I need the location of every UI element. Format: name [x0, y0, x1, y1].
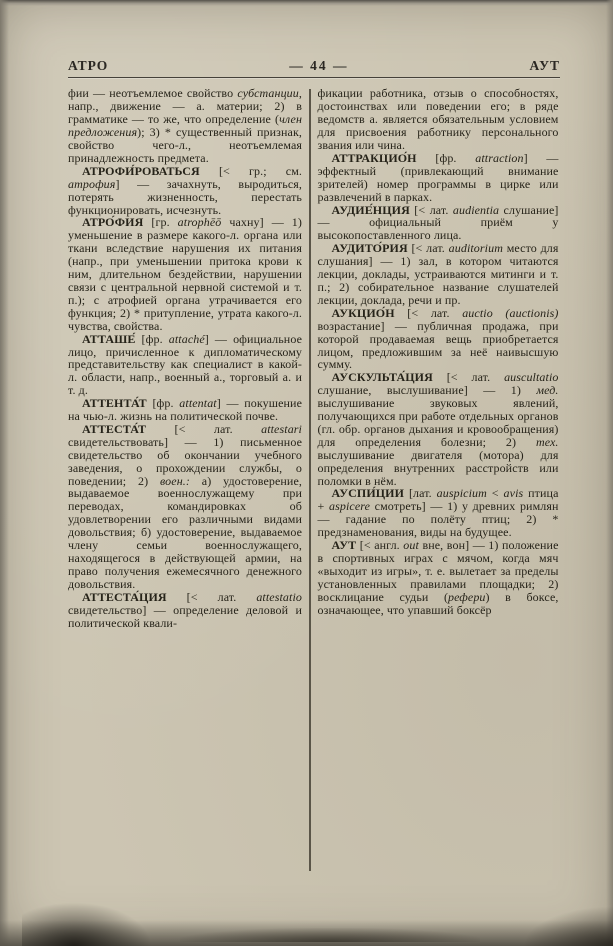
- headword: АУСКУЛЬТА́ЦИЯ: [331, 370, 433, 385]
- etymology-italic: audientia: [452, 202, 500, 217]
- definition-text: фии — неотъемлемое свойство: [68, 86, 238, 101]
- scan-blotch-bottom-center: [180, 928, 480, 942]
- dictionary-entry: [318, 152, 559, 204]
- definition-text: ) в боксе, означающее, что упавший боксёр: [317, 589, 559, 617]
- dictionary-entry: [68, 423, 302, 591]
- definition-text: ] — покушение на чью-л. жизнь на политической почве.: [68, 396, 302, 424]
- etymology-italic: воен.:: [160, 473, 190, 488]
- etymology-italic: тех.: [535, 434, 559, 449]
- etymology-italic: субстанции: [237, 86, 299, 101]
- dictionary-entry: [68, 165, 302, 217]
- dictionary-entry: [318, 539, 559, 616]
- scan-edge-top: [0, 0, 613, 6]
- dictionary-entry: [318, 487, 559, 539]
- definition-text: [< гр.; см.: [199, 163, 302, 178]
- etymology-italic: auspicium: [436, 486, 487, 501]
- scan-blotch-bottom-left: [22, 902, 152, 946]
- definition-text: ); 3) * существенный признак, свойство чего-л., неотъемлемая принадлежность предмета.: [68, 125, 302, 165]
- etymology-italic: auscultatio: [504, 370, 559, 385]
- continuation-paragraph: [318, 87, 559, 152]
- etymology-italic: attraction: [475, 150, 524, 165]
- headword: АУТ: [331, 538, 357, 553]
- definition-text: <: [486, 486, 504, 501]
- definition-text: [< лат.: [432, 370, 505, 385]
- header-word-left: АТРО: [68, 58, 109, 73]
- page-content: [68, 58, 560, 871]
- etymology-italic: рефери: [448, 589, 486, 604]
- dictionary-entry: [318, 204, 559, 243]
- headword: АТТЕНТА́Т: [82, 396, 147, 411]
- definition-text: ] — зачахнуть, выродиться, потерять жизненность, перестать функционировать, исчезнуть.: [68, 176, 302, 217]
- etymology-italic: atrophēō: [177, 215, 222, 230]
- running-head: [68, 58, 560, 74]
- definition-text: [< англ.: [356, 538, 404, 553]
- definition-text: фикации работника, отзыв о способностях, достоинствах или поведении его; в ряде ведомств а. является обязательным условием для присвоения работнику персонального звания или чина.: [317, 86, 559, 153]
- definition-text: [< лат.: [166, 589, 257, 604]
- scan-blotch-bottom-right: [523, 906, 613, 946]
- page-number: — 44 —: [289, 58, 349, 73]
- scan-edge-right: [606, 0, 613, 946]
- definition-text: [фр.: [135, 331, 169, 346]
- etymology-italic: мед.: [536, 383, 559, 398]
- etymology-italic: avis: [503, 486, 524, 501]
- header-word-right: АУТ: [529, 58, 560, 73]
- headword: АТРО́ФИЯ: [82, 215, 144, 230]
- etymology-italic: attestari: [261, 421, 302, 436]
- dictionary-entry: [68, 591, 302, 630]
- etymology-italic: атрофия: [68, 176, 116, 191]
- definition-text: свидетельствовать] — 1) письменное свидетельство об окончании учебного заведения, о прохождении службы, о поведении; 2): [68, 434, 302, 488]
- column-left: [68, 87, 302, 871]
- etymology-italic: attentat: [179, 396, 217, 411]
- etymology-italic: attaché: [168, 331, 205, 346]
- definition-text: чахну] — 1) уменьшение в размере какого-л. органа или ткани вследствие нарушения их питания (напр., при уменьшении притока крови к ним, длительном бездействии, нарушении связи с центральной нервной системой и т. п.); с атрофией органа утрачивается его функция; 2) * притупление, утрата какого-л. чувства, свойства.: [68, 215, 302, 333]
- definition-text: [гр.: [143, 215, 178, 230]
- definition-text: [< лат.: [409, 202, 453, 217]
- definition-text: [лат.: [404, 486, 437, 501]
- definition-text: выслушивание звуковых явлений, получающихся при работе отдельных органов (гл. обр. органов дыхания и кровообращения) для определения болезни; 2): [317, 396, 559, 449]
- etymology-italic: член предложения: [68, 112, 302, 140]
- column-divider: [309, 89, 311, 871]
- headword: АТТАШЕ́: [82, 331, 136, 346]
- headword: АТТЕСТА́ЦИЯ: [82, 589, 167, 604]
- definition-text: свидетельство] — определение деловой и политической квали-: [68, 602, 302, 630]
- text-columns: [68, 87, 560, 871]
- headword: АУСПИ́ЦИИ: [331, 486, 405, 501]
- headword: АТТРАКЦИО́Н: [331, 150, 417, 165]
- column-right: [318, 87, 559, 871]
- definition-text: [< лат.: [146, 421, 262, 436]
- etymology-italic: aspicere: [329, 499, 371, 514]
- headword: АУДИЕ́НЦИЯ: [331, 202, 410, 217]
- dictionary-entry: [68, 216, 302, 332]
- definition-text: [фр.: [416, 150, 476, 165]
- headword: АУДИТО́РИЯ: [331, 241, 408, 256]
- dictionary-entry: [68, 333, 302, 398]
- dictionary-entry: [318, 371, 559, 487]
- definition-text: ] — эффектный (привлекающий внимание зрителей) номер программы в цирке или развлечений в парках.: [317, 150, 559, 204]
- headword: АУКЦИО́Н: [331, 305, 395, 320]
- definition-text: выслушивание двигателя (мотора) для определения внутренних расстройств или поломки в нём.: [317, 447, 559, 488]
- definition-text: [< лат.: [407, 241, 449, 256]
- headword: АТТЕСТА́Т: [82, 421, 147, 436]
- dictionary-entry: [318, 242, 559, 307]
- etymology-italic: attestatio: [256, 589, 302, 604]
- header-rule: [68, 77, 560, 78]
- definition-text: [фр.: [146, 396, 180, 411]
- definition-text: смотреть] — 1) у древних римлян — гадание по полёту птиц; 2) * предзнаменования, виды на будущее.: [317, 499, 559, 540]
- definition-text: а) удостоверение, выдаваемое военнослужащему при переводах, командировках об удовлетворении его различными видами довольствия; б) удостоверение, выдаваемое члену семьи военнослужащего, находящегося в действующей армии, на право получения ежемесячного денежного довольствия.: [68, 473, 302, 591]
- continuation-paragraph: [68, 87, 302, 164]
- definition-text: ] — официальное лицо, причисленное к дипломатическому представительству как специалист в какой-л. области, напр., военный а., торговый а. и т. д.: [68, 331, 302, 398]
- definition-text: слушание, выслушивание] — 1): [317, 383, 537, 398]
- definition-text: место для слушания] — 1) зал, в котором читаются лекции, доклады, устраиваются митинги и т. п.; 2) собирательное название слушателей лекции, доклада, речи и пр.: [317, 241, 559, 307]
- etymology-italic: auditorium: [448, 241, 503, 256]
- definition-text: слушание] — официальный приём у высокопоставленного лица.: [317, 202, 559, 243]
- dictionary-entry: [318, 307, 559, 372]
- headword: АТРОФИ́РОВАТЬСЯ: [82, 163, 200, 178]
- definition-text: , напр., движение — а. материи; 2) в грамматике — то же, что определение (: [68, 86, 302, 127]
- dictionary-entry: [68, 397, 302, 423]
- etymology-italic: out: [403, 538, 419, 553]
- scan-edge-left: [0, 0, 9, 946]
- definition-text: [< лат.: [394, 305, 463, 320]
- definition-text: птица +: [317, 486, 559, 514]
- etymology-italic: auctio (auctionis): [462, 305, 559, 320]
- definition-text: возрастание] — публичная продажа, при которой продаваемая вещь приобретается лицом, предложившим за неё наивысшую сумму.: [317, 318, 559, 372]
- definition-text: вне, вон] — 1) положение в спортивных играх с мячом, когда мяч «выходит из игры», т. е. вылетает за пределы установленных правилами площадки; 2) восклицание судьи (: [317, 538, 559, 604]
